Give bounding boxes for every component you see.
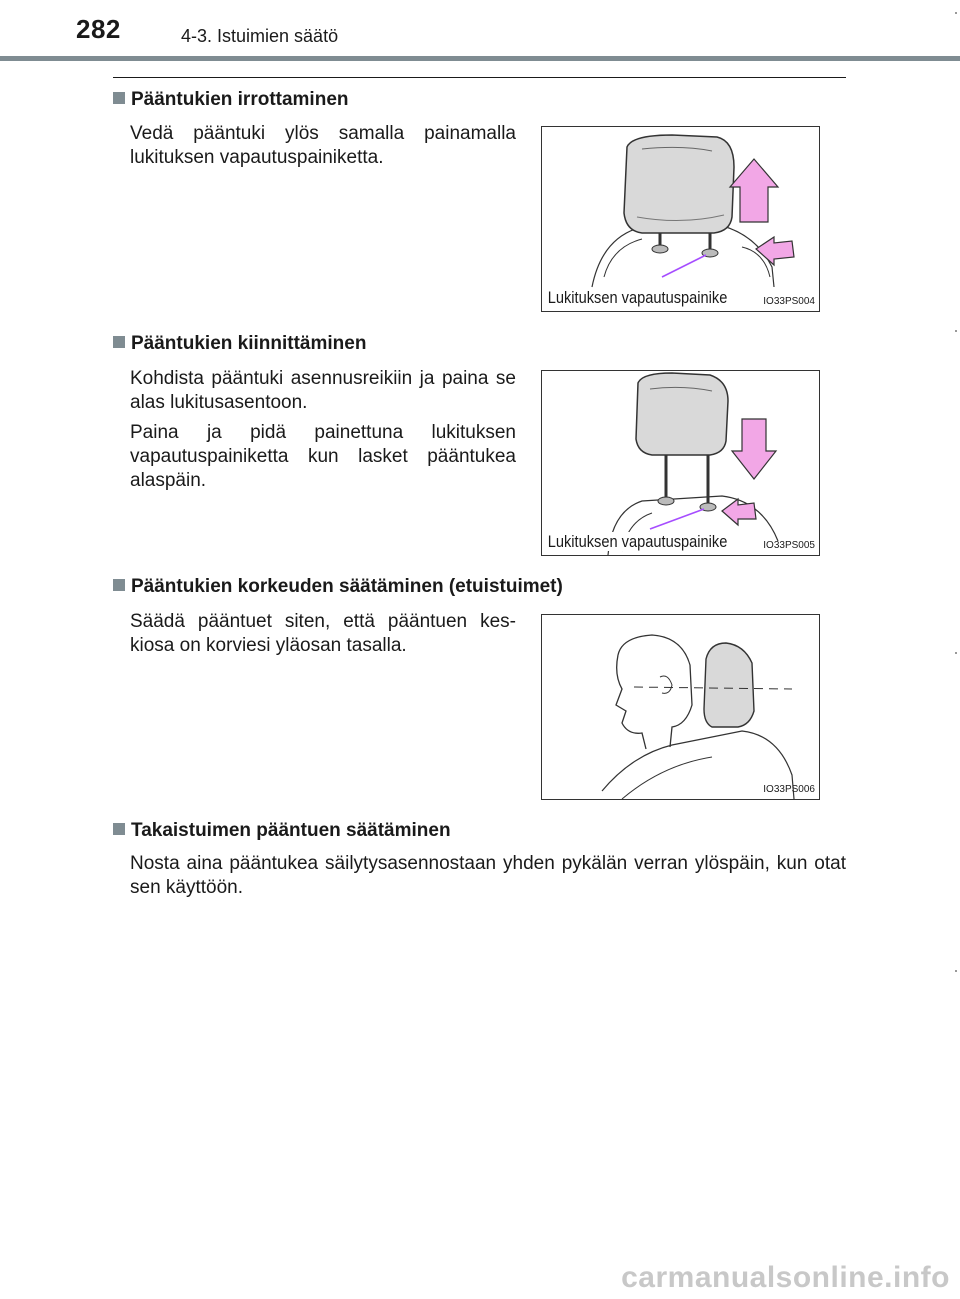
crop-mark: [955, 970, 957, 972]
figure-headrest-removal: [541, 126, 820, 312]
section-heading-rear: [113, 820, 451, 842]
headrest-lower-illustration: [542, 371, 820, 556]
arrow-left-icon: [756, 237, 794, 265]
square-bullet-icon: [113, 92, 125, 104]
pointer-line: [650, 509, 704, 529]
heading-text: Pääntukien kiinnittäminen: [131, 333, 367, 354]
paragraph-remove: Vedä pääntuki ylös samalla painamalla lukituksen vapautuspainiketta.: [130, 123, 516, 168]
figure-headrest-install: [541, 370, 820, 556]
square-bullet-icon: [113, 579, 125, 591]
running-head: 4-3. Istuimien säätö: [181, 26, 339, 46]
paragraph-height: Säädä pääntuet siten, että pääntuen kes-kiosa on korviesi yläosan tasalla.: [130, 611, 516, 656]
heading-text: Pääntukien korkeuden säätäminen (etuistuimet): [131, 576, 563, 597]
page-number: 282: [76, 14, 121, 44]
crop-mark: [955, 12, 957, 14]
heading-text: Takaistuimen pääntuen säätäminen: [131, 820, 451, 841]
paragraph-rear: Nosta aina pääntukea säilytysasennostaan yhden pykälän verran ylöspäin, kun otat sen käyttöön.: [130, 853, 846, 898]
arrow-left-icon: [722, 499, 756, 525]
paragraph-install-press: Paina ja pidä painettuna lukituksen vapautuspainiketta kun lasket pääntukea alaspäin.: [130, 422, 516, 491]
top-rule: [113, 77, 846, 78]
arrow-down-icon: [732, 419, 776, 479]
pointer-line: [662, 255, 706, 277]
arrow-up-icon: [730, 159, 778, 222]
section-heading-height: [113, 576, 563, 598]
figure-label: Lukituksen vapautuspainike: [547, 288, 728, 307]
figure-code: IO33PS005: [763, 540, 815, 551]
headrest-lift-illustration: [542, 127, 820, 312]
figure-code: IO33PS004: [763, 296, 815, 307]
paragraph-install-align: Kohdista pääntuki asennusreikiin ja paina se alas lukitusasentoon.: [130, 368, 516, 413]
figure-code: IO33PS006: [763, 784, 815, 795]
section-heading-install: [113, 333, 366, 355]
square-bullet-icon: [113, 823, 125, 835]
crop-mark: [955, 330, 957, 332]
section-heading-remove: [113, 89, 349, 111]
crop-mark: [955, 652, 957, 654]
square-bullet-icon: [113, 336, 125, 348]
head-alignment-illustration: [542, 615, 820, 800]
watermark: carmanualsonline.info: [621, 1261, 950, 1294]
heading-text: Pääntukien irrottaminen: [131, 89, 349, 110]
figure-label: Lukituksen vapautuspainike: [547, 532, 728, 551]
figure-headrest-height: [541, 614, 820, 800]
header-bar: [0, 56, 960, 61]
